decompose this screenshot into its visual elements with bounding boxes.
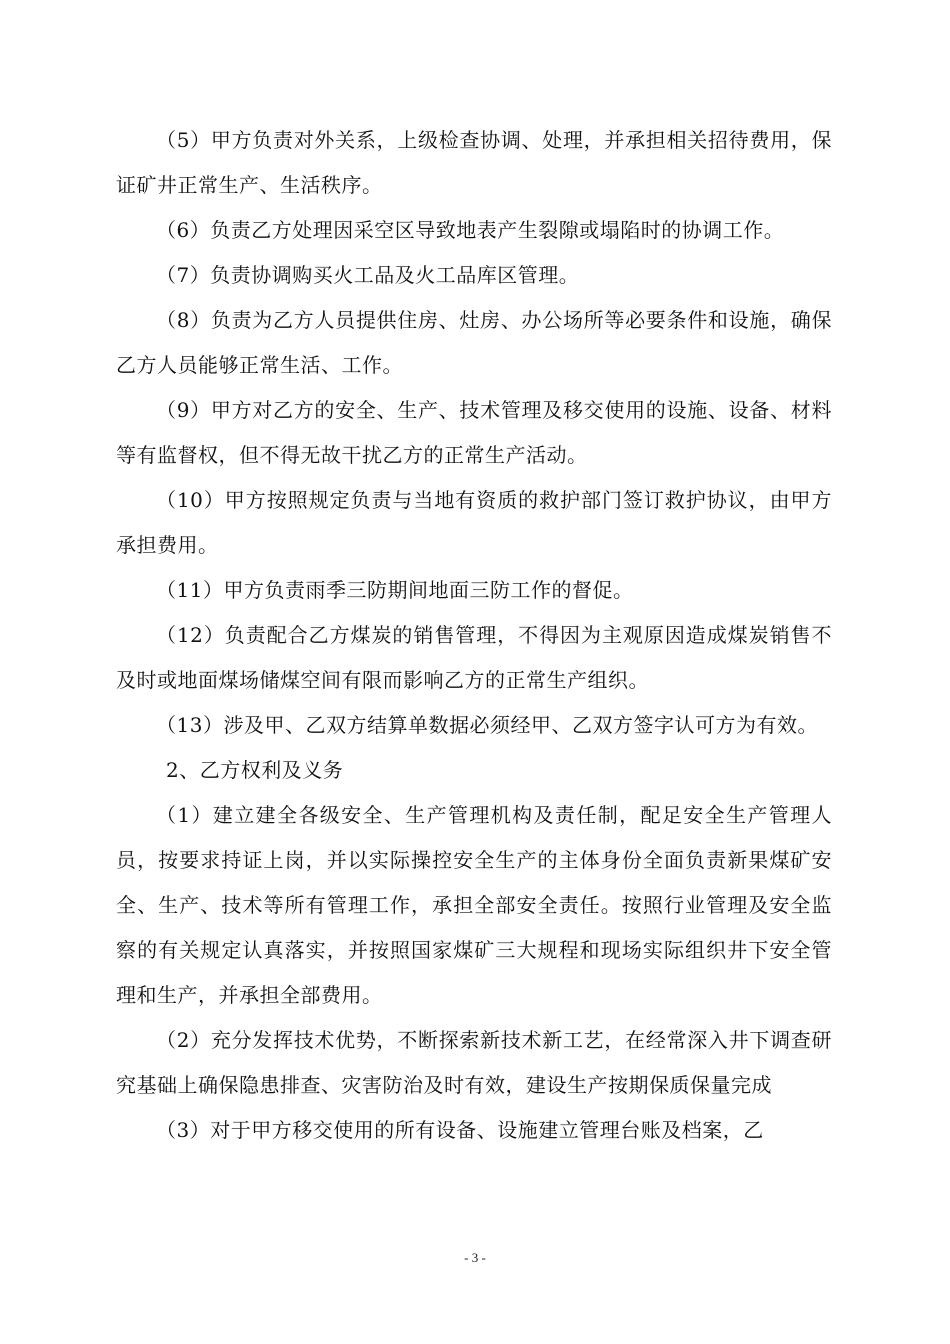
clause-8-paragraph: （8）负责为乙方人员提供住房、灶房、办公场所等必要条件和设施，确保乙方人员能够正常生活、工作。	[116, 308, 832, 377]
clause-12-paragraph: （12）负责配合乙方煤炭的销售管理，不得因为主观原因造成煤炭销售不及时或地面煤场储煤空间有限而影响乙方的正常生产组织。	[116, 623, 832, 692]
clause-9-paragraph: （9）甲方对乙方的安全、生产、技术管理及移交使用的设施、设备、材料等有监督权，但不得无故干扰乙方的正常生产活动。	[116, 398, 832, 467]
section-heading: 2、乙方权利及义务	[166, 758, 344, 782]
party-b-clause-3-paragraph: （3）对于甲方移交使用的所有设备、设施建立管理台账及档案，乙	[156, 1118, 764, 1142]
clause-5-paragraph: （5）甲方负责对外关系，上级检查协调、处理，并承担相关招待费用，保证矿井正常生产、生活秩序。	[116, 128, 832, 197]
party-b-clause-1-paragraph: （1）建立建全各级安全、生产管理机构及责任制，配足安全生产管理人员，按要求持证上岗，并以实际操控安全生产的主体身份全面负责新果煤矿安全、生产、技术等所有管理工作，承担全部安全责任。按照行业管理及安全监察的有关规定认真落实，并按照国家煤矿三大规程和现场实际组织井下安全管理和生产，并承担全部费用。	[116, 803, 832, 1007]
clause-7-paragraph: （7）负责协调购买火工品及火工品库区管理。	[156, 263, 580, 287]
clause-13-paragraph: （13）涉及甲、乙双方结算单数据必须经甲、乙双方签字认可方为有效。	[156, 713, 818, 737]
clause-6-paragraph: （6）负责乙方处理因采空区导致地表产生裂隙或塌陷时的协调工作。	[156, 218, 785, 242]
document-body	[116, 118, 832, 1153]
party-b-clause-2-paragraph: （2）充分发挥技术优势，不断探索新技术新工艺，在经常深入井下调查研究基础上确保隐患排查、灾害防治及时有效，建设生产按期保质保量完成	[116, 1028, 832, 1097]
clause-11-paragraph: （11）甲方负责雨季三防期间地面三防工作的督促。	[156, 578, 634, 602]
page-number: - 3 -	[464, 1250, 486, 1265]
clause-10-paragraph: （10）甲方按照规定负责与当地有资质的救护部门签订救护协议，由甲方承担费用。	[116, 488, 832, 557]
